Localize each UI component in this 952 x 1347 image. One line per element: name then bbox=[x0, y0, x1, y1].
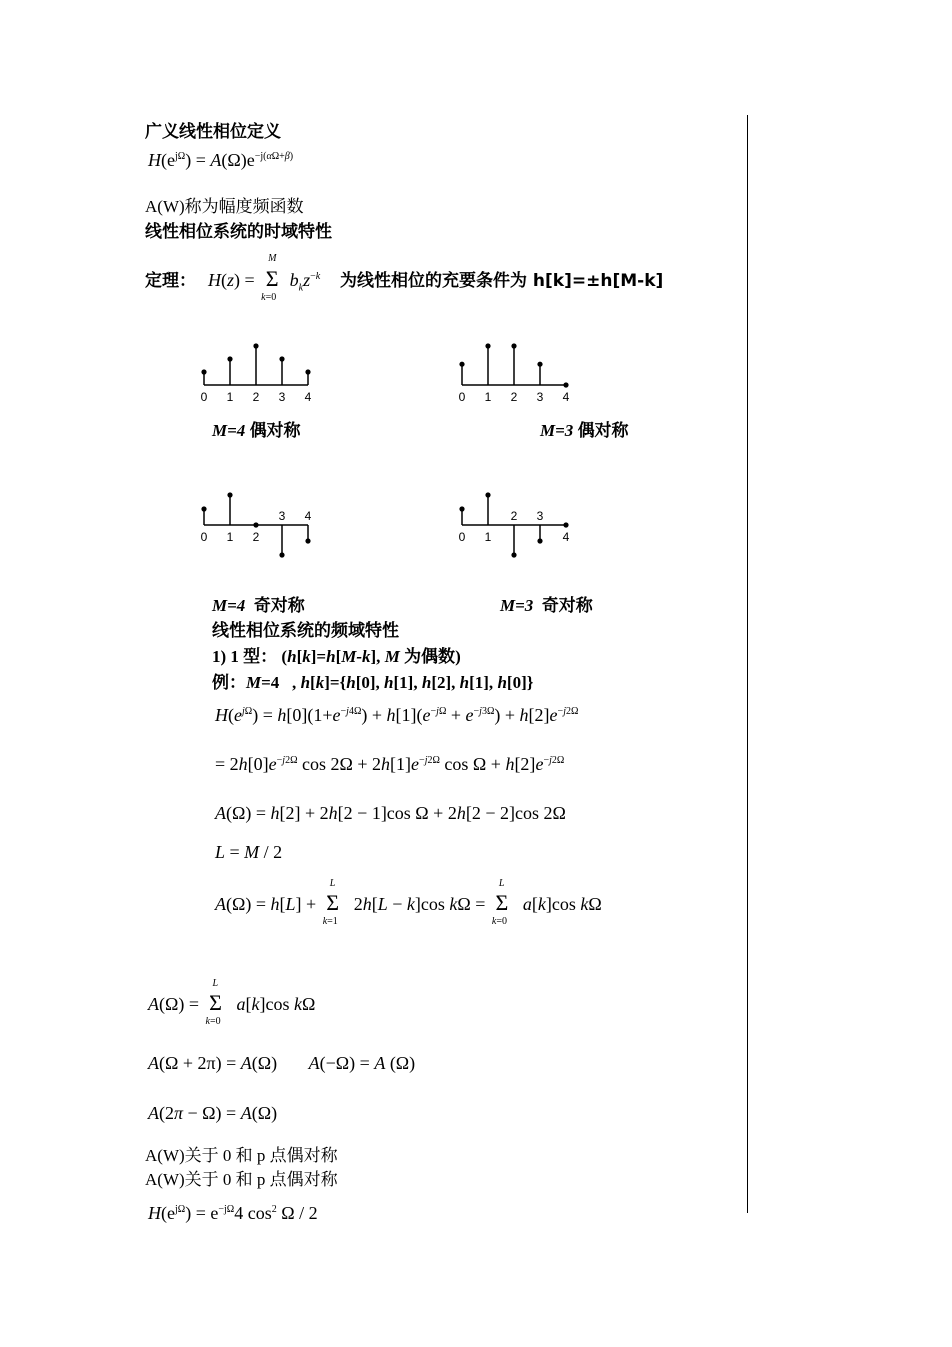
equation-e8: A(2π − Ω) = A(Ω) bbox=[148, 1103, 278, 1123]
symmetry-note-1: A(W)关于 0 和 p 点偶对称 bbox=[145, 1146, 338, 1165]
example-line: 例：M=4 , h[k]={h[0], h[1], h[2], h[1], h[0]} bbox=[212, 673, 534, 693]
equation-e7: A(Ω + 2π) = A(Ω) A(−Ω) = A (Ω) bbox=[148, 1053, 416, 1073]
stem-marker bbox=[279, 552, 284, 557]
tick-label: 3 bbox=[536, 390, 544, 404]
stem-marker bbox=[485, 492, 490, 497]
tick-label: 4 bbox=[304, 509, 312, 523]
stem-marker bbox=[305, 369, 310, 374]
stem-marker bbox=[511, 343, 516, 348]
tick-label: 2 bbox=[510, 390, 518, 404]
tick-label: 1 bbox=[226, 530, 234, 544]
stem-marker bbox=[201, 506, 206, 511]
tick-label: 2 bbox=[510, 509, 518, 523]
equation-e9: $H(e^{j\Omega}) = e^{-j\Omega}4$ $\cos^2 \Omega / 2$ bbox=[148, 1203, 318, 1223]
stem-marker bbox=[459, 506, 464, 511]
tick-label: 2 bbox=[252, 390, 260, 404]
stem-marker bbox=[537, 362, 542, 367]
equation-e1: $H(e^{j\Omega}) = h[0](1+e^{-j4\Omega}) + h[1](e^{-j\Omega} + e^{-j3\Omega}) + h[2]e^{-j2\Omega}$ bbox=[215, 705, 579, 725]
type1-title: 1) 1 型： (h[k]=h[M-k], M 为偶数) bbox=[212, 647, 461, 667]
tick-label: 0 bbox=[200, 530, 208, 544]
stem-marker bbox=[227, 492, 232, 497]
stem-marker bbox=[511, 552, 516, 557]
plot-caption-m3-odd: M=3 奇对称 bbox=[500, 596, 593, 616]
equation-e3: A(Ω) = h[2] + 2h[2 − 1]cos Ω + 2h[2 − 2]cos 2Ω bbox=[215, 803, 566, 823]
stem-marker bbox=[253, 522, 258, 527]
plot-caption-m3-even: M=3 偶对称 bbox=[540, 421, 629, 441]
tick-label: 1 bbox=[484, 530, 492, 544]
tick-label: 1 bbox=[226, 390, 234, 404]
plot-caption-m4-even: M=4 偶对称 bbox=[212, 421, 301, 441]
plot-caption-m4-odd: M=4 奇对称 bbox=[212, 596, 305, 616]
equation-e6: A(Ω) = L Σ k=0 a[k]cos kΩ bbox=[148, 978, 316, 1027]
theorem-equation: H(z) = M Σ k=0 $b_kz^{-k}$ bbox=[208, 253, 321, 303]
tick-label: 0 bbox=[458, 390, 466, 404]
tick-label: 3 bbox=[536, 509, 544, 523]
tick-label: 4 bbox=[562, 390, 570, 404]
stem-marker bbox=[253, 343, 258, 348]
amplitude-function-note: A(W)称为幅度频函数 bbox=[145, 197, 304, 216]
tick-label: 0 bbox=[200, 390, 208, 404]
stem-marker bbox=[485, 343, 490, 348]
tick-label: 3 bbox=[278, 509, 286, 523]
stem-plot-m3-even bbox=[448, 335, 588, 410]
section-title-generalized-def: 广义线性相位定义 bbox=[145, 122, 281, 142]
stem-plot-m4-odd bbox=[190, 480, 330, 570]
symmetry-note-2: A(W)关于 0 和 p 点偶对称 bbox=[145, 1170, 338, 1189]
tick-label: 1 bbox=[484, 390, 492, 404]
stem-marker bbox=[201, 369, 206, 374]
stem-marker bbox=[563, 382, 568, 387]
stem-marker bbox=[227, 356, 232, 361]
tick-label: 3 bbox=[278, 390, 286, 404]
equation-e2: = $2h[0]e^{-j2\Omega}$ $\cos 2\Omega + 2h[1]e^{-j2\Omega}$ $\cos \Omega + h[2]e^{-j2\Omega}$ bbox=[215, 754, 565, 774]
stem-marker bbox=[305, 538, 310, 543]
tick-label: 4 bbox=[304, 390, 312, 404]
tick-label: 0 bbox=[458, 530, 466, 544]
stem-marker bbox=[279, 356, 284, 361]
theorem-label: 定理： bbox=[145, 271, 196, 291]
tick-label: 4 bbox=[562, 530, 570, 544]
equation-generalized-def: $H(e^{j\Omega}) = A(\Omega)e^{-j(\alpha\Omega+\beta)}$ bbox=[148, 150, 294, 170]
vertical-margin-rule bbox=[747, 115, 748, 1213]
section-title-freq-domain: 线性相位系统的频域特性 bbox=[212, 621, 399, 641]
equation-e5: A(Ω) = h[L] + L Σ k=1 2h[L − k]cos kΩ = L Σ k=0 a[k]cos kΩ bbox=[215, 878, 602, 927]
stem-marker bbox=[563, 522, 568, 527]
equation-e4: L = M / 2 bbox=[215, 842, 283, 862]
tick-label: 2 bbox=[252, 530, 260, 544]
stem-marker bbox=[459, 362, 464, 367]
theorem-condition: 为线性相位的充要条件为 h[k]=±h[M-k] bbox=[340, 271, 664, 291]
stem-marker bbox=[537, 538, 542, 543]
section-title-time-domain: 线性相位系统的时域特性 bbox=[145, 222, 332, 242]
stem-plot-m4-even bbox=[190, 335, 330, 410]
stem-plot-m3-odd bbox=[448, 480, 588, 570]
